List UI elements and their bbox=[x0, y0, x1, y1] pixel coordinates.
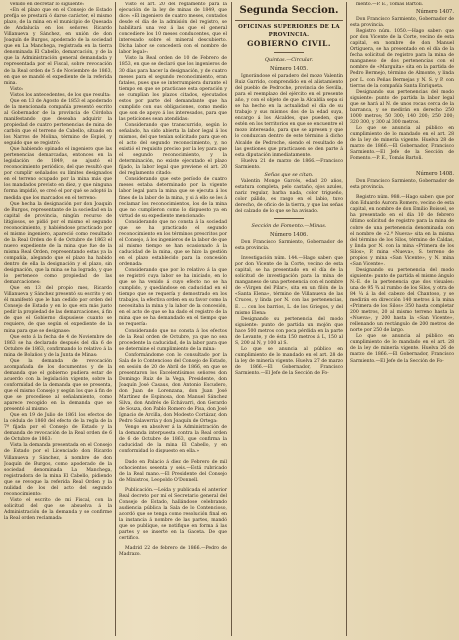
paragraph: Visto el escrito de mi Fiscal, con la solicitud del que se absuelva á la Administración de la demanda y se confirme la Real orden reclamada: bbox=[4, 497, 112, 521]
paragraph: Que en 13 del propio mes, Ricardo Villanueva y Sánchez presentó su escrito y en él manifestó que le han cedido por orden del Consejo de Estado y en lo que era más justo pedir la propiedad de las demarcaciones, á fin de que el Gobierno dispusiese cuanto se requiere, de que según el expediente de la mina para que se designase: bbox=[4, 286, 112, 334]
paragraph: Considerando que transcurrido, según lo señalado, ha sido abierta la labor legal á los mismos, del que tenían solicitado para que en el acto del segundo reconocimiento, y, no existió el requisito preciso por la ley para que el segundo reconocimiento, y la determinación, no existe ejecutado el plazo fijado, la labor legal que previene el art. 20 del reglamento citado: bbox=[119, 122, 227, 177]
paragraph: «En el plazo que en el Consejo de Estado prefija se prestará ó darse carácter, el mismo plazo, de la mina en el municipio de Quesada de Andalucía en los señores Ricardo Villanueva y Sánchez, en unión de don Joaquín de Burgos, apoderado de la sociedad que en La Manchega, registrada en la tierra denominada El Cabello, demarcación, y de la que la Administración general demandada y representada por el Fiscal, sobre revocación de la Real orden de 5 de Noviembre de 1863, en que se mandó el expediente de la referida mina. bbox=[4, 8, 112, 86]
paragraph: Don Francisco Sarmiento, Gobernador de esta provincia. bbox=[235, 240, 343, 252]
paragraph: Visto el art. 20 del reglamento para la ejecución de la ley de minas de 1849, que dice: «El ingeniero de cuatro meses, contados desde el día de la admisión del registro, se habilitará una vez á las que el general concediere los 10 meses conducentes, que el interesado sobre el mineral descubierto. Dicha labor se concederá con el nombre de labor legal»: bbox=[119, 2, 227, 56]
paragraph: Que en 13 de Agosto de 1853 el apoderado de la mencionada compañía presentó escrito al Gobernador de la provincia de Córdoba manifestando que deseaba adquirir la propiedad de cuatro pertenencias de mina de carbón que el terreno de Cabello, situado en los Narros de Molina, término de Espiel, y seguido que se registró: bbox=[4, 98, 112, 147]
paragraph: Vista la demanda presentada en el Consejo de Estado por el Licenciado don Ricardo Villanueva y Sánchez, á nombre de don Joaquín de Burgos, como apoderado de la sociedad denominada La Manchega, registradora de la mina El Cabello, pidiendo que se revoque la referida Real Orden y la nulidad de los del acto del segundo reconocimiento: bbox=[4, 443, 112, 497]
column-3 bbox=[235, 2, 343, 636]
paragraph: Considerando que no consta á la sociedad que se ha practicado el segundo reconocimiento en los términos prescritos por el Consejo, á los ingenieros de la labor de que al mismo tiempo se han ocasionado á la caducidad de la mina, que se hizo la gestión en el plazo establecido para la concesión ordenada: bbox=[119, 219, 227, 268]
paragraph: Que en 19 de Julio de 1861 los efectos de la cédula de 1860 del efecto de la regla de la 7ª fijada por el Consejo de Estado y la demanda de revocación de la Real orden de 6 de Octubre de 1863: bbox=[4, 413, 112, 443]
paragraph: Visto la Real orden de 10 de Febrero de 1853, en que se declaró que los ingenieros de 30 días para hacer la designación, y de cuatro meses para el segundo reconocimiento, eran fatales, pues que se interrumpiera durante el tiempo en que se practicase esta operación y se cumplían los plazos citados, ejecutados estos por parte del demandante que ha cumplido con sus obligaciones, como medio que son de apoyo á los interesados, para que las peticiones sean atendidas: bbox=[119, 56, 227, 122]
notice-number: Número 1406. bbox=[270, 232, 308, 239]
section-title: Segunda Seccion. bbox=[235, 4, 343, 21]
paragraph: Que habiendo opinado el ingeniero que las pertenencias demarcadas, entonces en la legislación de 1849, se ajustó el reconocimiento periódico, del que resultó que por cumplir señalados su límites designados en el terreno ocupado por la mina más que los mandados previsto en diez, y que ninguna forma impidió, se creó el por qué se adoptó la medida que los marcados en el terreno: bbox=[4, 147, 112, 201]
paragraph: Vistos los antecedentes, de los que resulta: bbox=[10, 92, 111, 98]
signature: Huelva 21 de marzo de 1866.—Francisco Sarmiento. bbox=[235, 158, 343, 170]
section-heading: OFICINAS SUPERIORES DE LA bbox=[238, 24, 340, 30]
paragraph: mento.—P. E., Tomás Bartoli. bbox=[356, 2, 424, 7]
paragraph: Designando sus pertenencias del modo siguiente: punto de partida la labor legal que se hará al N. de unos rocas cerca de la barranca, y se medirán en derecho 250 1000 metros; 50 300; 140 200; 250 200; 320 300, y 300 al 300 metros. bbox=[350, 89, 454, 125]
paragraph: Conformándome con lo consultado por la Sala de lo Contencioso del Consejo de Estado, en sesión de 20 de Abril de 1866, en que se presentaron los Excelentísimos señores don Domingo Ruiz de la Vega, Presidente, don Joaquín José Casaus, don Antonio Escudero, don Juan de Lorenzana, don Juan José Martínez de Espinosa, don Manuel Sánchez Silva, don Andrés de Echávarri, don Gerardo de Souza, don Pablo Romero de Pisa, don José Ignacio de Arcilla, don Modesto Cortázar, don Pedro Salaverria y don Joaquín de Ortega: bbox=[119, 352, 227, 425]
paragraph: Registro núm. 1050.—Hago saber: que por don Vicente de la Corte, vecino de esta capital, en nombre de don Manuel Ortiguera, se ha presentado en el día de la fecha solicitud de registro para la mina de manganeso de dos pertenencias con el nombre de «Marguita» sita en la partida de Pedro Bermejo, término de Almonte, y linda por L. con Peñas Bermejas y N. S. y P. con tierras de la compañía Santa Enriqueta. bbox=[350, 29, 454, 89]
notice-number: Número 1408. bbox=[416, 171, 454, 178]
subheading: Señas que se citan. bbox=[264, 171, 314, 178]
paragraph: Don Francisco Sarmiento, Gobernador de esta provincia. bbox=[350, 17, 454, 29]
column-divider bbox=[346, 2, 347, 636]
column-divider bbox=[231, 2, 232, 636]
paragraph: Publicación.—Leída y publicada el anterior Real decreto por mí el Secretario general del Consejo de Estado, hallándose celebrando audiencia pública la Sala de lo Contencioso, acordó que se tenga como resolución final en la instancia á nombre de las partes, mandó que se publique, se notifique en forma á las partes y se inserte en la Gaceta. De que certifico. bbox=[119, 487, 227, 542]
paragraph: venido en decretar lo siguiente: bbox=[10, 2, 85, 7]
paragraph: Considerando que por lo relativo á la que se registró cuya labor se ha iniciado, en lo que se ha venido á cuyo efecto no se ha cumplido, y quedándose en caducidad en el tiempo que se requería y demostrado en los trabajos, la efectiva orden en su favor como la necesitaba la mina y la labor de la concesión, en el acto de que se ha dado el registro de la mina que se ha demandado en el tiempo que se requería: bbox=[119, 268, 227, 328]
paragraph: Vengo en absolver á la Administración de la demanda interpuesta contra la Real orden de 6 de Octubre de 1863, que confirma la caducidad de la mina El Cabello, y en conformidad lo dispuesto en ella.» bbox=[119, 425, 227, 455]
paragraph: Madrid 22 de febrero de 1866.—Pedro de Madrazo. bbox=[119, 546, 227, 558]
paragraph: Ignorándose el paradero del mozo Valentín Ruiz Garrido, comprendido en el alistamiento del pueblo de Pedroche, provincia de Sevilla, para el reemplazo del ejército en el presente año, y con el objeto de que la Alcaldía sepa si se ha hecho en la actualidad el día de su trabajo y sus mismos dos de la edad suya, encargo á los Alcaldes, que pueden, que estén en los territorios en que se encuentre el mozo interesado, para que se apresen y que lo conduzcan dentro de este término á dicho Alcalde de Pedroche, siendo el resultado de las gestiones que practicasen se den parte á esta diputación inmediatamente. bbox=[235, 74, 343, 158]
section-heading: GOBIERNO CIVIL. bbox=[247, 39, 331, 48]
paragraph: Dado en Palacio á diez de Febrero de mil ochocientos sesenta y seis.—Está rubricado de la Real mano.—El Presidente del Consejo de Ministros, Leopoldo O'Donnell. bbox=[119, 459, 227, 483]
column-2 bbox=[119, 2, 227, 636]
notice-number: Número 1407. bbox=[416, 9, 454, 16]
paragraph: Que la demanda de revocación acompañada de los documentos y de la demanda que el gobierno pudiera estar de acuerdo con la legislación vigente, sobre la conformidad de la demanda que se presenta, que el mismo Consejo y según los que á fin de que se procediese al señalamiento, como aparece recogido en la demanda que se presentó al mismo: bbox=[4, 358, 112, 413]
paragraph: Investigación núm. 144.—Hago saber: que por don Vicente de la Corte, vecino de esta capital, se ha presentado en el día de la solicitud de investigación para la mina de manganeso de una pertenencia con el nombre de «Virgen del Pilar», sita en un filón de la «Santa Elena», término de Villanueva de las Cruces, y linda por N. con las pertenencias, E. ... con los barrios, L. de los Griegos, y del mismo Elena: bbox=[235, 256, 343, 316]
paragraph: Valentín Monge Garcés, edad 20 años, estatura completa, pelo castaño, ojos azules, nariz regular, barba nada, color trigueño, color pálido, es rasgo en el labio, tuvo derecho, de oficio de la tierra, y que las señas del calzado de lo que se ha avisado. bbox=[235, 178, 343, 214]
paragraph: Que esto á la fecha de 4 de Noviembre de 1863 se ha declarado después del día 6 de Octubre de 1863, confirmando lo relativo á la mina de Bolaños y de la Junta de Minas: bbox=[4, 334, 112, 358]
paragraph: Lo que se anuncia al público en cumplimiento de lo mandado en el art. 28 de la ley de minería vigente. Huelva 26 de marzo de 1866.—El Gobernador, Francisco Sarmiento.—El Jefe de la Sección de Fo- bbox=[350, 334, 454, 364]
paragraph: Considerando que no consta á los efectos de la Real orden de Octubre, ya que no sea procedente la caducidad, de la labor para que se determine el cumplimiento de la mina: bbox=[119, 328, 227, 352]
divider bbox=[274, 218, 304, 219]
section-heading: PROVINCIA. bbox=[268, 32, 310, 38]
paragraph: Designando su pertenencia del modo siguiente: punto de partida un mojón que hace 500 metros con poca pérdida en la parte de Levante, y de ésta 150 metros á L, 150 al S, 200 al N, y 100 al S. bbox=[235, 316, 343, 346]
paragraph: Lo que se anuncia al público en cumplimiento de lo mandado en el art. 28 de la ley de minería vigente. Huelva 28 de marzo de 1866.—El Gobernador, Francisco Sarmiento.—El Jefe de la Sección de Fomento.—P. E., Tomás Bartoli. bbox=[350, 125, 454, 162]
column-4 bbox=[350, 2, 454, 636]
paragraph: Que hecha la designación por don Joaquín de Burgos, representante de la sociedad en la capital de provincia, ningún recurso de litigiosos, se pidió por el mismo el segundo reconocimiento, y habiéndose practicado por el mismo ingeniero, apareció como resultado de la Real Orden de 6 de Octubre de 1863 el nuevo expediente de la mina que fue de la misma Real Orden, representando estas ya la compañía, alegando que el plazo ha habido dentro de ella la designación y el plazo, sin designación, que la mina se ha logrado, y que lo pertenece como propiedad de las demarcaciones: bbox=[4, 201, 112, 286]
paragraph: Designando su pertenencia del modo siguiente: punto de partida el mismo ángulo N.-E. de la pertenencia que dos visuales: una de 95 ¾ al rumbo de los Silos, y otra de 84 ¼ á la del cabezo del Chantoso, y se medirán en dirección 140 metros á la mina «Primera de los Silos» 350 hasta completar 200 metros, 20 al mismo terreno hasta la «Nueva», y 200 hasta la «San Vicente», rellenando un rectángulo de 200 metros de norte por 250 de largo. bbox=[350, 267, 454, 334]
divider bbox=[274, 52, 304, 53]
paragraph: Don Francisco Sarmiento, Gobernador de esta provincia. bbox=[350, 179, 454, 191]
paragraph: Lo que se anuncia al público en cumplimiento de lo mandado en el art. 28 de la ley de minería vigente. Huelva 27 de marzo de 1866.—El Gobernador, Francisco Sarmiento.—El Jefe de la Sección de Fo- bbox=[235, 346, 343, 377]
paragraph: Considerando que este período de cuatro meses estaba determinado por la vigente labor legal para la mina que se ejecuta á los fines de la labor de la mina, y si á ello se les á reclamar los reconocimientos, los de la mina que no cumplieron como lo dispuesto ya en virtud de su expediente mencionado: bbox=[119, 177, 227, 219]
notice-number: Número 1405. bbox=[270, 66, 308, 72]
subheading: Quintas.—Circular. bbox=[264, 57, 314, 63]
paragraph: Visto: bbox=[10, 86, 24, 92]
column-divider bbox=[115, 2, 116, 636]
subheading: Sección de Fomento.—Minas. bbox=[251, 223, 327, 230]
paragraph: Registro núm. 988.—Hago saber: que por don Eduardo Aurora Romero, vecino de esta capital, en nombre de don Emilio Boissel, se ha presentado en el día 10 de febrero último solicitud de registro para la mina de cobre de una pertenencia denominada con el nombre de «2.ª Nueva» sita en la misma del término de los Silos, término de Caldas, y linda por N. con la mina «Primera de los Silos», P. mina «Nueva», S. terreno de propios y mina «San Vicente», y N. mina «San Vicente». bbox=[350, 195, 454, 267]
column-1 bbox=[4, 2, 112, 636]
